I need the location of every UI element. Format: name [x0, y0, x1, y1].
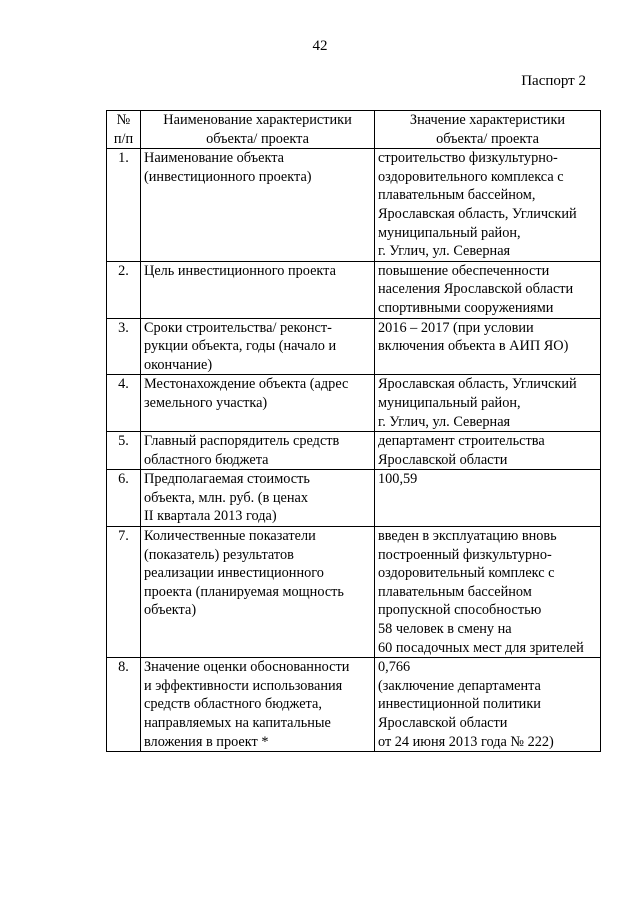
table-row — [107, 527, 601, 658]
row-characteristic-value: Ярославская область, Угличский муниципальный район, г. Углич, ул. Северная — [375, 375, 601, 432]
row-characteristic-name: Местонахождение объекта (адрес земельного участка) — [141, 375, 375, 432]
row-number: 1. — [107, 149, 141, 262]
header-characteristic-name: Наименование характеристики объекта/ проекта — [141, 111, 375, 149]
row-number: 4. — [107, 375, 141, 432]
header-number: № п/п — [107, 111, 141, 149]
table-row — [107, 432, 601, 470]
table-row — [107, 318, 601, 375]
row-characteristic-name: Количественные показатели (показатель) результатов реализации инвестиционного проекта (планируемая мощность объекта) — [141, 527, 375, 658]
table-row — [107, 470, 601, 527]
row-number: 5. — [107, 432, 141, 470]
row-characteristic-name: Значение оценки обоснованности и эффективности использования средств областного бюджета, направляемых на капитальные вложения в проект * — [141, 658, 375, 752]
row-number: 7. — [107, 527, 141, 658]
row-number: 6. — [107, 470, 141, 527]
row-characteristic-name: Наименование объекта (инвестиционного проекта) — [141, 149, 375, 262]
row-characteristic-value: департамент строительства Ярославской области — [375, 432, 601, 470]
row-characteristic-value: 2016 – 2017 (при условии включения объекта в АИП ЯО) — [375, 318, 601, 375]
table-row — [107, 375, 601, 432]
row-characteristic-value: 0,766 (заключение департамента инвестиционной политики Ярославской области от 24 июня 2013 года № 222) — [375, 658, 601, 752]
row-characteristic-value: введен в эксплуатацию вновь построенный физкультурно- оздоровительный комплекс с плавательным бассейном пропускной способностью 58 человек в смену на 60 посадочных мест для зрителей — [375, 527, 601, 658]
row-number: 2. — [107, 261, 141, 318]
passport-table — [106, 110, 601, 752]
table-row — [107, 149, 601, 262]
row-characteristic-value: 100,59 — [375, 470, 601, 527]
page-number: 42 — [312, 38, 328, 54]
row-number: 8. — [107, 658, 141, 752]
row-characteristic-value: повышение обеспеченности населения Ярославской области спортивными сооружениями — [375, 261, 601, 318]
table-row — [107, 261, 601, 318]
table-row — [107, 658, 601, 752]
header-characteristic-value: Значение характеристики объекта/ проекта — [375, 111, 601, 149]
row-characteristic-name: Предполагаемая стоимость объекта, млн. руб. (в ценах II квартала 2013 года) — [141, 470, 375, 527]
row-characteristic-name: Цель инвестиционного проекта — [141, 261, 375, 318]
row-characteristic-value: строительство физкультурно- оздоровительного комплекса с плавательным бассейном, Ярославская область, Угличский муниципальный район, г. Углич, ул. Северная — [375, 149, 601, 262]
row-number: 3. — [107, 318, 141, 375]
table-header-row — [107, 111, 601, 149]
row-characteristic-name: Главный распорядитель средств областного бюджета — [141, 432, 375, 470]
passport-label: Паспорт 2 — [521, 73, 586, 89]
row-characteristic-name: Сроки строительства/ реконст- рукции объекта, годы (начало и окончание) — [141, 318, 375, 375]
